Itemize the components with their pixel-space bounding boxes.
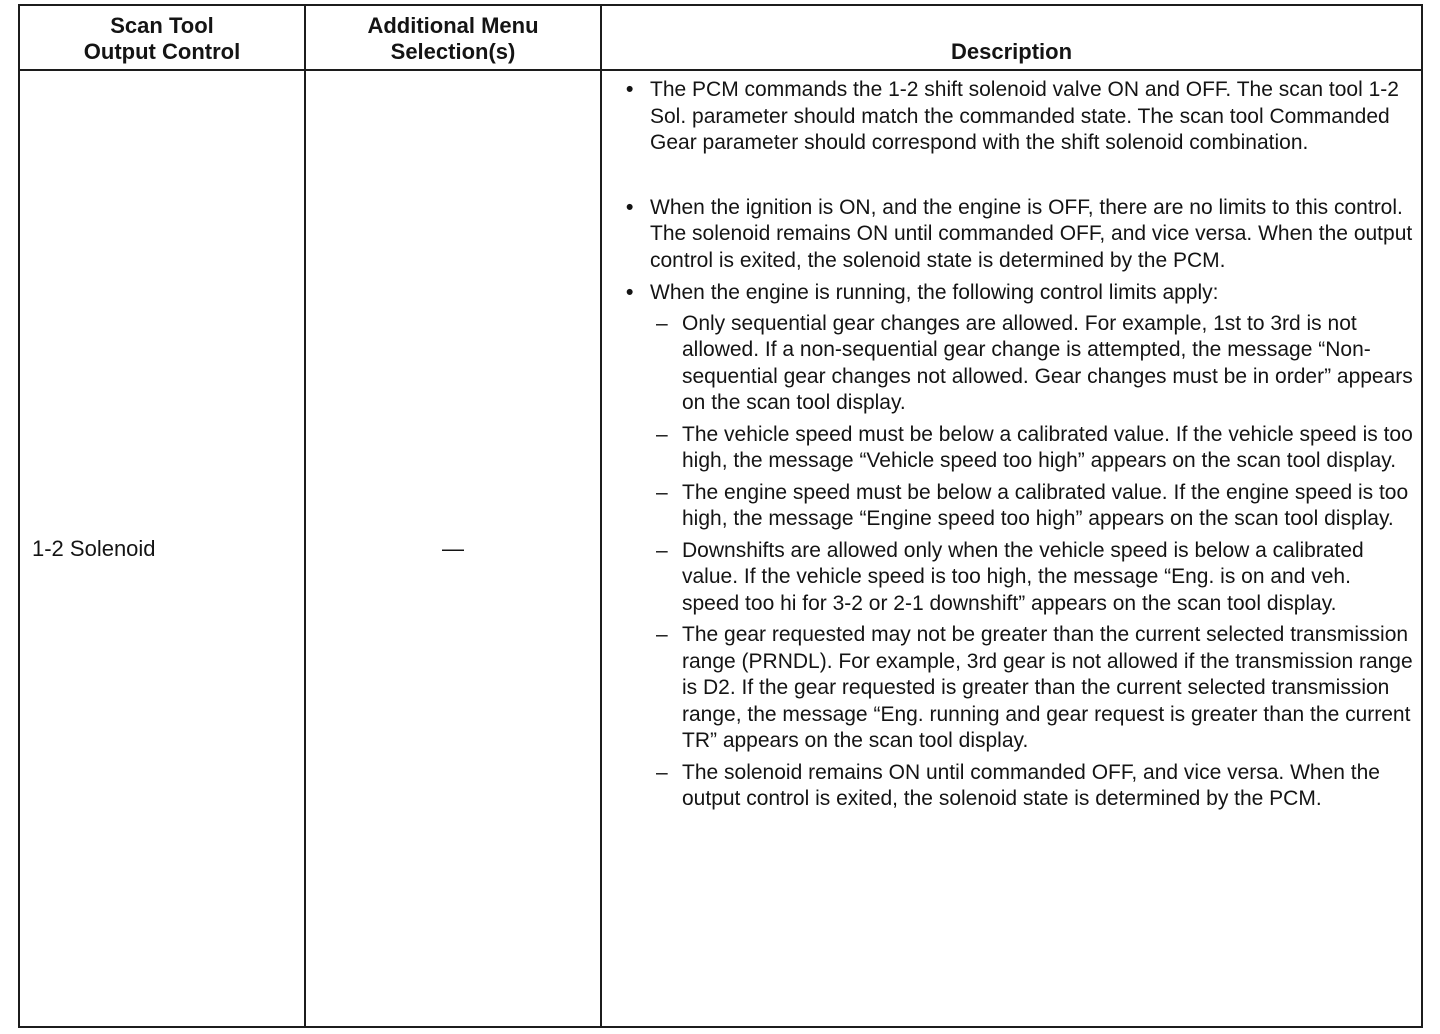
- sub-item-text: The vehicle speed must be below a calibrated value. If the vehicle speed is too high, the message “Vehicle speed too high” appears on the scan tool display.: [682, 422, 1413, 472]
- bullet-text: When the ignition is ON, and the engine is OFF, there are no limits to this control. The solenoid remains ON until commanded OFF, and vice versa. When the output control is exited, the solenoid state is determined by the PCM.: [650, 195, 1413, 272]
- dash-icon: –: [656, 538, 668, 562]
- header-line: Output Control: [83, 39, 241, 64]
- header-menu-selections: [305, 5, 601, 70]
- sub-item-text: The solenoid remains ON until commanded OFF, and vice versa. When the output control is exited, the solenoid state is determined by the PCM.: [682, 760, 1380, 810]
- bullet-item: [624, 280, 1413, 307]
- sub-item: [624, 760, 1413, 813]
- sub-item-text: The gear requested may not be greater than the current selected transmission range (PRNDL). For example, 3rd gear is not allowed if the transmission range is D2. If the gear requested is greater than the current selected transmission range, the message “Eng. running and gear request is greater than the current TR” appears on the scan tool display.: [682, 623, 1413, 752]
- header-line: Description: [950, 39, 1073, 64]
- sub-item: [624, 480, 1413, 533]
- table-row: [19, 70, 1422, 1027]
- bullet-item: [624, 77, 1413, 157]
- dash-icon: –: [656, 311, 668, 335]
- sub-item: [624, 311, 1413, 417]
- header-line: Selection(s): [390, 39, 516, 64]
- bullet-icon: •: [626, 78, 634, 101]
- dash-icon: –: [656, 760, 668, 784]
- sub-item: [624, 422, 1413, 475]
- sub-item-text: Only sequential gear changes are allowed. For example, 1st to 3rd is not allowed. If a non-sequential gear change is attempted, the message “Non-sequential gear changes not allowed. Gear changes must be in order” appears on the scan tool display.: [682, 311, 1413, 414]
- sub-item-text: The engine speed must be below a calibrated value. If the engine speed is too high, the message “Engine speed too high” appears on the scan tool display.: [682, 480, 1409, 530]
- table-header-row: [19, 5, 1422, 70]
- header-description: [601, 5, 1422, 70]
- bullet-item: [624, 195, 1413, 275]
- bullet-text: The PCM commands the 1-2 shift solenoid valve ON and OFF. The scan tool 1-2 Sol. parameter should match the commanded state. The scan tool Commanded Gear parameter should correspond with the shift solenoid combination.: [650, 78, 1399, 154]
- description-cell: [601, 70, 1422, 1027]
- sub-item: [624, 538, 1413, 618]
- bullet-icon: •: [626, 195, 634, 219]
- sub-item: [624, 622, 1413, 755]
- menu-selection-cell: —: [305, 70, 601, 1027]
- header-line: Additional Menu: [367, 13, 539, 38]
- output-control-cell: 1-2 Solenoid: [19, 70, 305, 1027]
- dash-icon: –: [656, 480, 668, 504]
- dash-icon: –: [656, 623, 668, 646]
- sub-item-text: Downshifts are allowed only when the vehicle speed is below a calibrated value. If the vehicle speed is too high, the message “Eng. is on and veh. speed too hi for 3-2 or 2-1 downshift” appears on the scan tool display.: [682, 538, 1364, 615]
- header-line: Scan Tool: [110, 13, 214, 38]
- bullet-text: When the engine is running, the following control limits apply:: [650, 281, 1219, 304]
- bullet-icon: •: [626, 281, 634, 304]
- dash-icon: –: [656, 422, 668, 446]
- header-output-control: [19, 5, 305, 70]
- output-control-table: [18, 4, 1423, 1028]
